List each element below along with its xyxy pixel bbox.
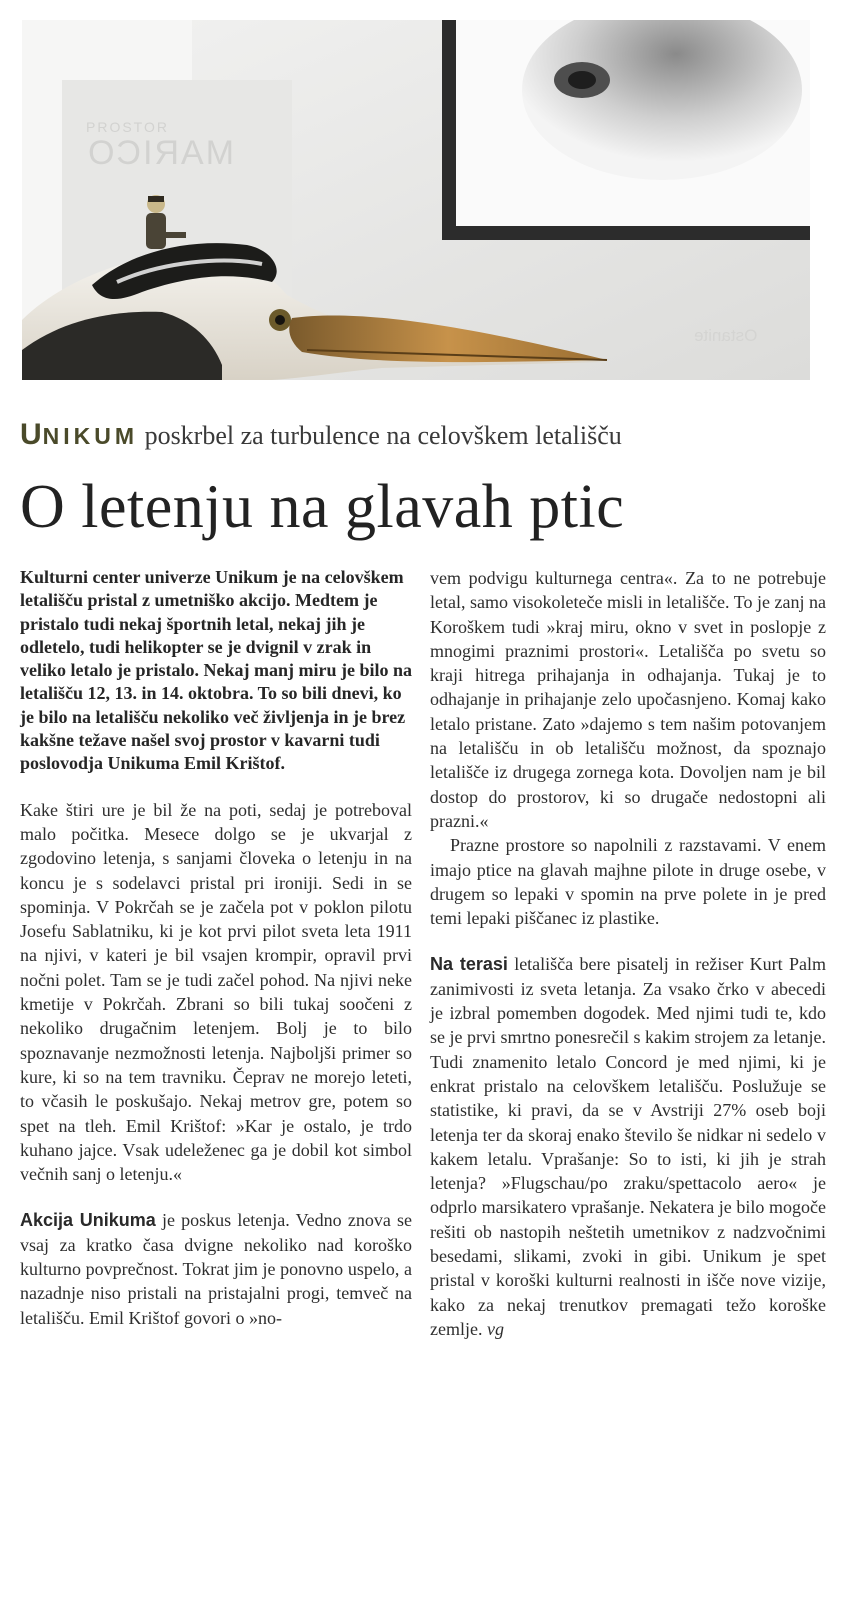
article-paragraph-3: Prazne prostore so napolnili z razstavami. V enem imajo ptice na glavah majhne pilote in druge osebe, v drugem so lepaki v spomin na prve polete in je pred temi lepaki piščanec iz plastike.	[430, 835, 826, 929]
author-signature: vg	[486, 1318, 504, 1339]
unikum-logo: UNIKUM	[20, 418, 139, 451]
article-headline: O letenju na glavah ptic	[20, 473, 625, 541]
poster-small-text: PROSTOR	[86, 119, 169, 135]
article-photo	[22, 20, 810, 380]
background-sign-text: Ostanite	[694, 326, 758, 345]
poster-big-text: MARICO	[86, 134, 234, 173]
article-paragraph-2: Akcija Unikuma je poskus letenja. Vedno znova se vsaj za kratko časa dvigne nekoliko nad koroško kulturno povprečnost. Tokrat jim je ponovno uspelo, a nazadnje niso pristali na pristajalni progi, temveč na letališču. Emil Krištof govori o »no-	[20, 1210, 412, 1328]
article-paragraph-4: Na terasi letališča bere pisatelj in režiser Kurt Palm zanimivosti iz sveta letanja. Za vsako črko v abecedi je izbral pomemben dogodek. Med njimi tudi te, kdo se je prvi smrtno ponesrečil s kakim strojem za letanje. Tudi znamenito letalo Concord je med njimi, ki je enkrat pristalo na celovškem letališču. Poslužuje se statistike, ki pravi, da se v Avstriji 27% oseb boji letenja ter da skoraj enako število še nidkar ni sedelo v kakem letalu. Vprašanje: So to isti, ki jih je strah letenja? »Flugschau/po zraku/spettacolo aero« je odprlo marsikatero vprašanje. Nekatera je bilo mogoče rešiti ob nastopih neštetih umetnikov z nadzvočnimi besedami, slikami, zvoki in gibi. Unikum je spet pristal v koroški kulturni realnosti in išče nove vizije, kako za nekaj trenutkov premagati težo koroške zemlje. vg	[430, 954, 827, 1339]
heron-photo-illustration	[22, 20, 810, 380]
kicker-text: poskrbel za turbulence na celovškem letališču	[138, 421, 622, 450]
paragraph-2-runin: Akcija Unikuma	[20, 1210, 156, 1231]
article-paragraph-2-continued: vem podvigu kulturnega centra«. Za to ne potrebuje letal, samo visokoleteče misli in letališče. To je zanj na Koroškem tudi »kraj miru, okno v svet in poslopje z mnogimi praznimi prostori«. Letališča po svetu so kraji hitrega prihajanja in odhajanja. Tukaj je to odhajanje in prihajanje zelo upočasnjeno. Komaj kako letalo pristane. Zato »dajemo s tem našim potovanjem na letališču in ob letališču možnost, da spoznajo letališče iz drugega zornega kota. Dovoljen nam je bil dostop do prostorov, ki so drugače nedostopni ali prazni.«	[430, 568, 826, 831]
poster-lettering	[86, 120, 234, 173]
kicker-line	[20, 418, 830, 452]
article-column-right	[430, 566, 826, 1341]
article-paragraph-1: Kake štiri ure je bil že na poti, sedaj je potreboval malo počitka. Mesece dolgo se je ukvarjal z zgodovino letenja, s sanjami človeka o letenju in na koncu je s sodelavci pristal pri ironiji. Sedi in se spominja. V Pokrčah se je začela pot v poklon pilotu Josefu Sablatniku, ki je kot prvi pilot sveta leta 1911 na njivi, v kateri je bil vsajen krompir, opravil prvi nočni polet. Tam se je tudi začel pohod. Na njivi neke kmetije v Pokrčah. Zbrani so bili tukaj soočeni z nekoliko drugačnim letenjem. Bolj je to bilo spoznavanje nezmožnosti letenja. Najboljši primer so kure, ki so na tem travniku. Čeprav ne morejo leteti, to včasih le poskušajo. Nekaj metrov gre, potem so spet na tleh. Emil Krištof: »Kar je ostalo, je trdo kuhano jajce. Vsak udeleženec ga je dobil kot simbol večnih sanj o letenju.«	[20, 799, 412, 1185]
article-lead: Kulturni center univerze Unikum je na celovškem letališču pristal z umetniško akcijo. Medtem je pristalo tudi nekaj športnih letal, nekaj jih je odletelo, tudi helikopter se je dvignil v zrak in veliko letalo je pristalo. Nekaj manj miru je bilo na letališču 12, 13. in 14. oktobra. To so bili dnevi, ko je bilo na letališču nekoliko več življenja in je brez kakšne težave našel svoj prostor v kavarni tudi poslovodja Unikuma Emil Krištof.	[20, 567, 412, 774]
paragraph-4-runin: Na terasi	[430, 954, 508, 975]
article-column-left	[20, 566, 412, 1330]
